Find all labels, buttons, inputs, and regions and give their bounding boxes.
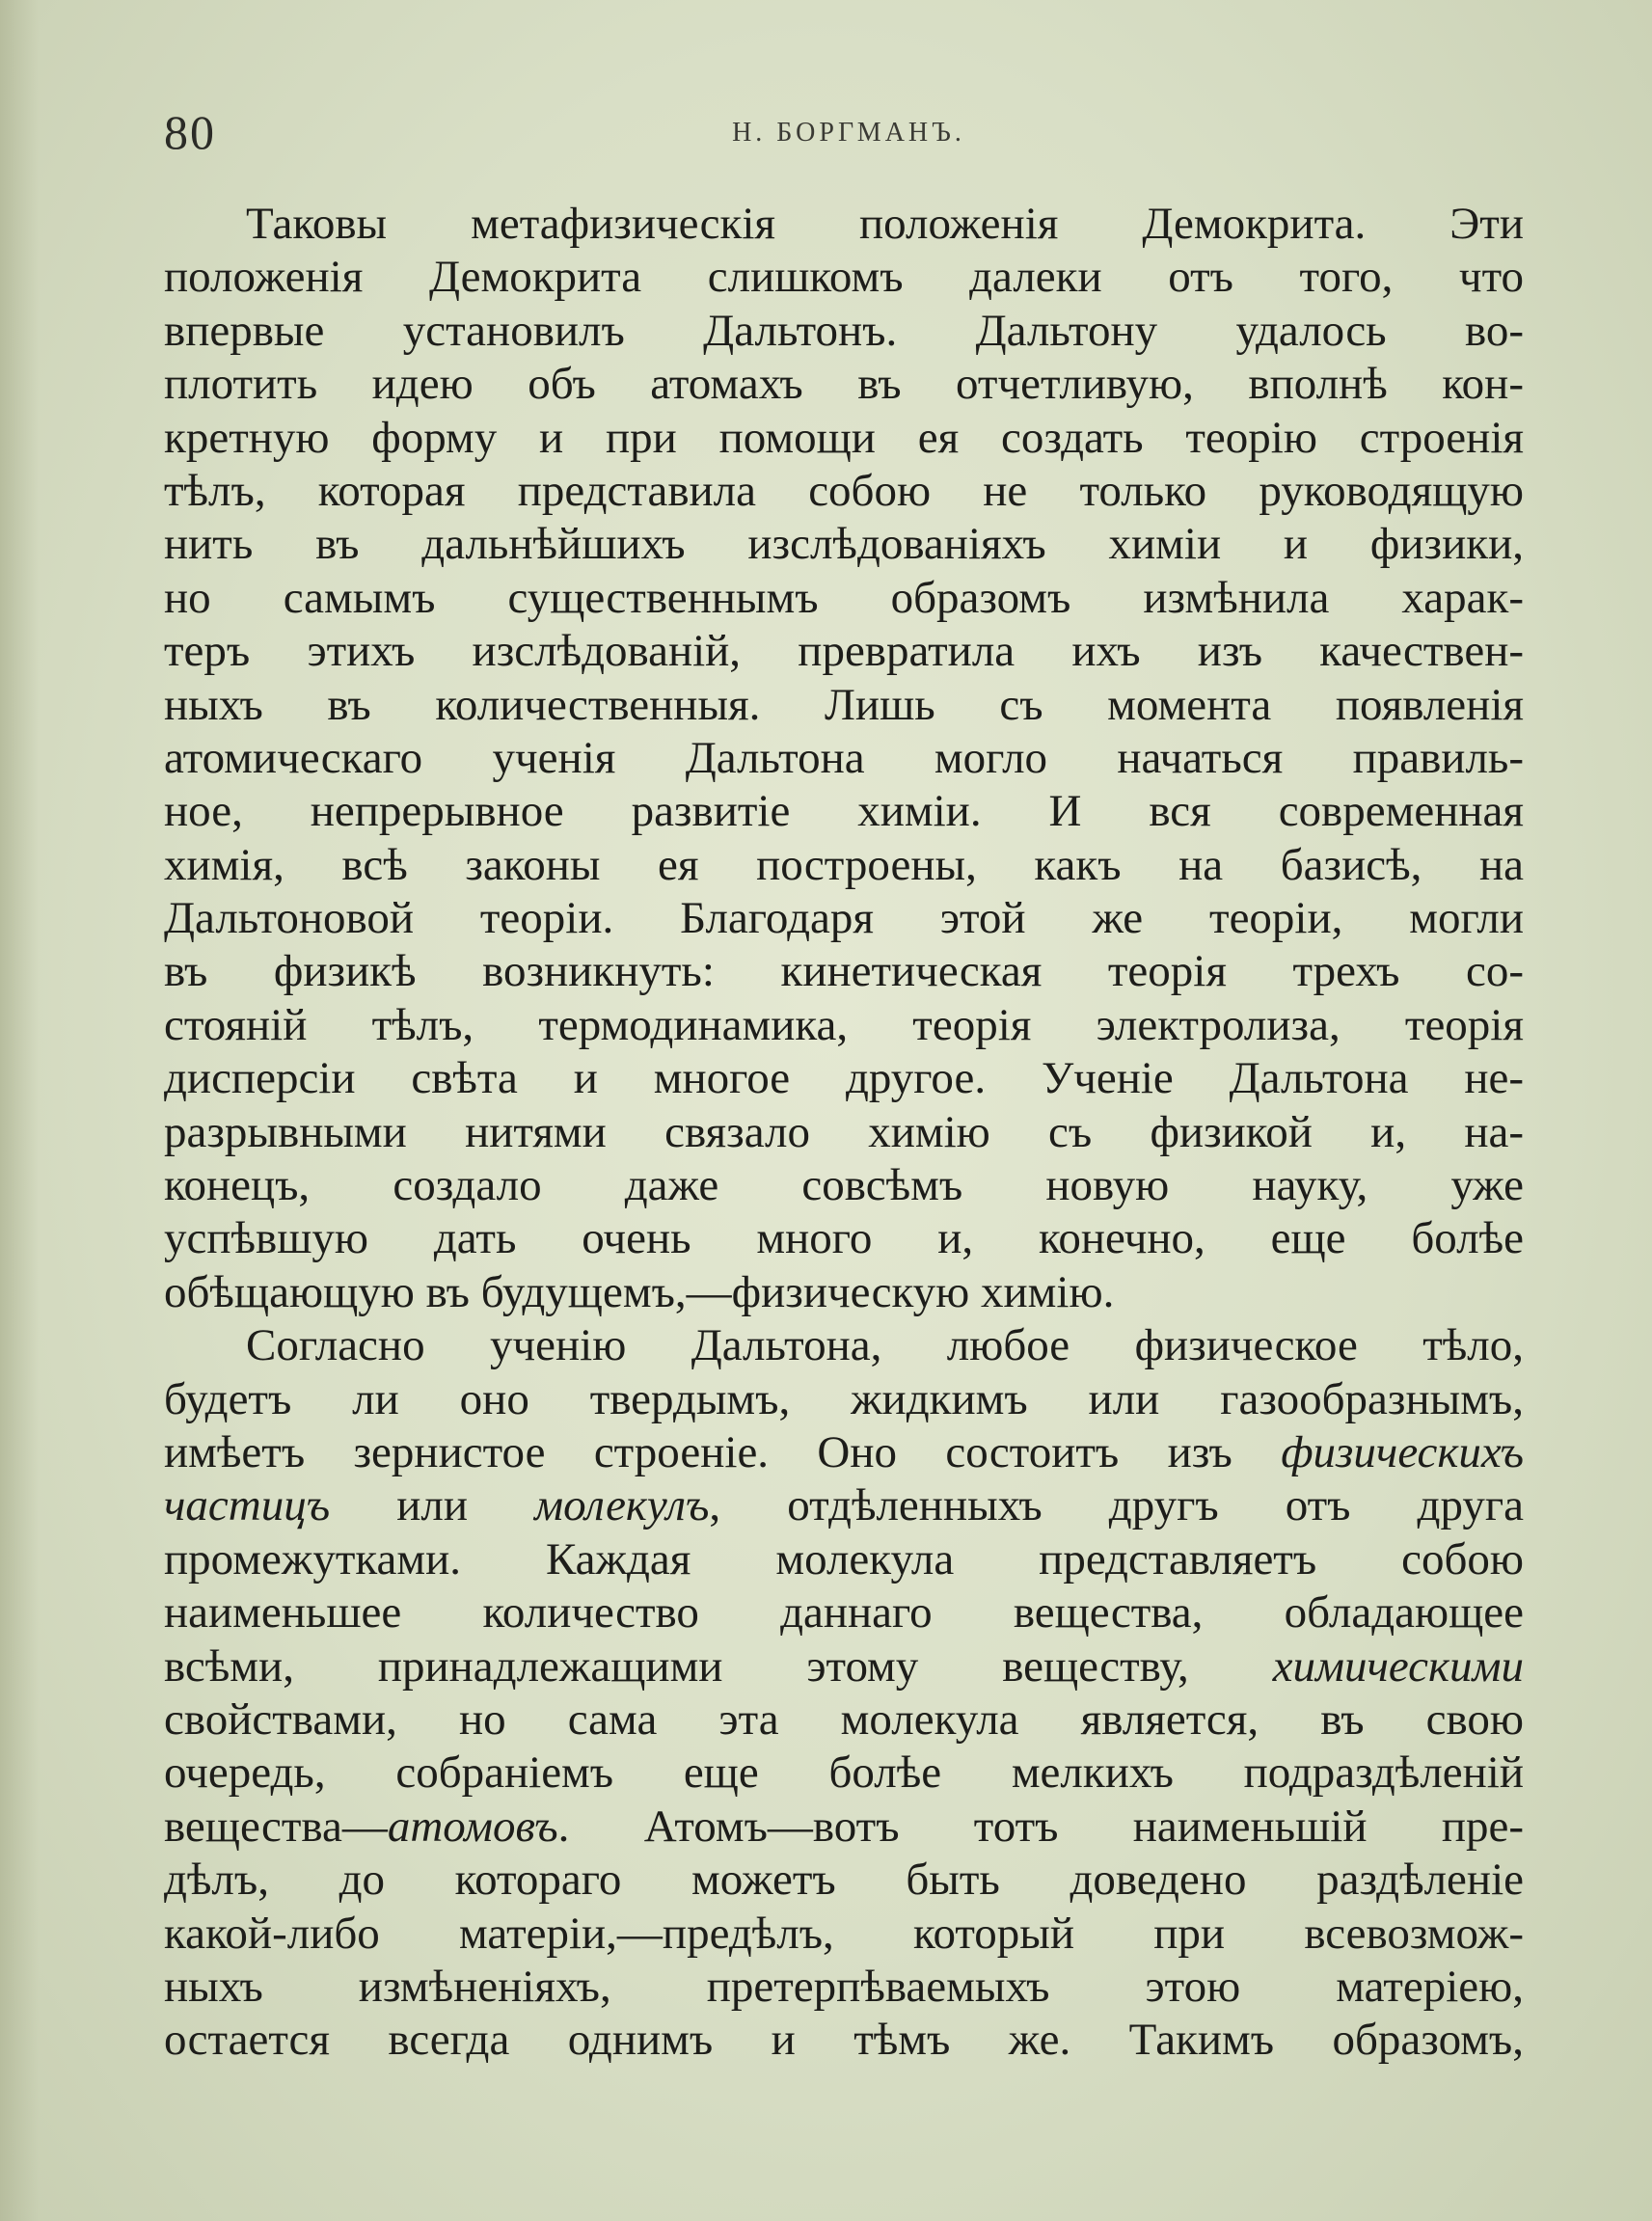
text-line — [164, 358, 1524, 411]
italic-term: химическими — [1272, 1640, 1524, 1692]
text-segment: теръ этихъ изслѣдованій, превратила ихъ изъ качествен- — [164, 626, 1524, 677]
text-segment: , отдѣленныхъ другъ отъ друга — [709, 1480, 1524, 1531]
text-line — [164, 1854, 1524, 1907]
text-segment: какой-либо матеріи,—предѣлъ, который при всевозмож- — [164, 1908, 1524, 1959]
text-line — [164, 1106, 1524, 1159]
text-segment: Согласно ученію Дальтона, любое физическое тѣло, — [246, 1320, 1524, 1371]
text-segment: ное, непрерывное развитіе химіи. И вся современная — [164, 786, 1524, 837]
text-segment: стояній тѣлъ, термодинамика, теорія электролиза, теорія — [164, 999, 1524, 1050]
text-segment: дисперсіи свѣта и многое другое. Ученіе Дальтона не- — [164, 1053, 1524, 1104]
text-segment: въ физикѣ возникнуть: кинетическая теорія трехъ со- — [164, 946, 1524, 997]
text-line — [164, 198, 1524, 251]
text-line — [164, 1747, 1524, 1800]
text-line — [164, 1693, 1524, 1747]
text-segment: наименьшее количество даннаго вещества, обладающее — [164, 1587, 1524, 1639]
text-segment: свойствами, но сама эта молекула является, въ свою — [164, 1693, 1524, 1745]
text-line — [164, 1908, 1524, 1961]
page-number: 80 — [164, 105, 216, 159]
text-segment: нить въ дальнѣйшихъ изслѣдованіяхъ химіи и физики, — [164, 519, 1524, 570]
text-line — [164, 1586, 1524, 1639]
text-line — [164, 625, 1524, 678]
text-line — [164, 1052, 1524, 1105]
text-segment: дѣлъ, до котораго можетъ быть доведено раздѣленіе — [164, 1855, 1524, 1906]
text-segment: успѣвшую дать очень много и, конечно, еще болѣе — [164, 1213, 1524, 1264]
text-line — [164, 412, 1524, 465]
text-segment: но самымъ существеннымъ образомъ измѣнила харак- — [164, 572, 1524, 623]
text-segment: Таковы метафизическія положенія Демокрита. Эти — [246, 199, 1524, 249]
italic-term: молекулъ — [534, 1480, 710, 1531]
text-line — [164, 1373, 1524, 1426]
text-line — [164, 305, 1524, 358]
text-line — [164, 679, 1524, 732]
text-line — [164, 1961, 1524, 2014]
italic-term: частицъ — [164, 1480, 331, 1531]
paragraph-1 — [164, 198, 1524, 1319]
text-line — [164, 1212, 1524, 1265]
text-segment: вещества— — [164, 1801, 388, 1852]
text-line — [164, 572, 1524, 625]
text-segment: Дальтоновой теоріи. Благодаря этой же теоріи, могли — [164, 893, 1524, 944]
text-line — [164, 1159, 1524, 1212]
running-head: Н. БОРГМАНЪ. — [732, 118, 965, 148]
text-segment: плотить идею объ атомахъ въ отчетливую, вполнѣ кон- — [164, 359, 1524, 410]
text-segment: ныхъ измѣненіяхъ, претерпѣваемыхъ этою матеріею, — [164, 1961, 1524, 2012]
text-segment: кретную форму и при помощи ея создать теорію строенія — [164, 412, 1524, 463]
page-header — [164, 104, 1533, 162]
text-line — [164, 1479, 1524, 1532]
text-segment: конецъ, создало даже совсѣмъ новую науку, уже — [164, 1160, 1524, 1211]
text-segment: очередь, собраніемъ еще болѣе мелкихъ подраздѣленій — [164, 1747, 1524, 1799]
text-line — [164, 1426, 1524, 1479]
text-segment: положенія Демокрита слишкомъ далеки отъ того, что — [164, 252, 1524, 303]
text-segment: . Атомъ—вотъ тотъ наименьшій пре- — [557, 1801, 1524, 1852]
text-segment: ныхъ въ количественныя. Лишь съ момента появленія — [164, 679, 1524, 730]
text-line — [164, 945, 1524, 998]
text-line — [164, 892, 1524, 945]
text-segment: будетъ ли оно твердымъ, жидкимъ или газообразнымъ, — [164, 1373, 1524, 1424]
text-segment: обѣщающую въ будущемъ,—физическую химію. — [164, 1266, 1115, 1317]
italic-term: физическихъ — [1281, 1426, 1524, 1477]
text-line — [164, 732, 1524, 785]
page-edge-shadow — [0, 0, 39, 2221]
text-line — [164, 839, 1524, 892]
text-line — [164, 1640, 1524, 1693]
text-segment: химія, всѣ законы ея построены, какъ на базисѣ, на — [164, 839, 1524, 890]
text-segment: промежутками. Каждая молекула представляетъ собою — [164, 1533, 1524, 1584]
text-segment: имѣетъ зернистое строеніе. Оно состоитъ изъ — [164, 1426, 1282, 1477]
text-line — [164, 251, 1524, 304]
text-line — [164, 1533, 1524, 1586]
text-segment: разрывными нитями связало химію съ физикой и, на- — [164, 1106, 1524, 1157]
text-line — [164, 465, 1524, 518]
text-segment: всѣми, принадлежащими этому веществу, — [164, 1640, 1273, 1692]
text-line — [164, 1319, 1524, 1372]
text-segment: атомическаго ученія Дальтона могло начаться правиль- — [164, 732, 1524, 783]
text-line — [164, 999, 1524, 1052]
italic-term: атомовъ — [387, 1801, 558, 1852]
text-segment: остается всегда однимъ и тѣмъ же. Такимъ образомъ, — [164, 2015, 1524, 2066]
text-line — [164, 2014, 1524, 2067]
paragraph-2 — [164, 1319, 1524, 2067]
text-segment: или — [330, 1480, 535, 1531]
text-line — [164, 1801, 1524, 1854]
text-line — [164, 785, 1524, 838]
text-segment: впервые установилъ Дальтонъ. Дальтону удалось во- — [164, 305, 1524, 356]
text-segment: тѣлъ, которая представила собою не только руководящую — [164, 465, 1524, 516]
text-line — [164, 1266, 1524, 1319]
body-text — [164, 198, 1524, 2068]
text-line — [164, 518, 1524, 571]
